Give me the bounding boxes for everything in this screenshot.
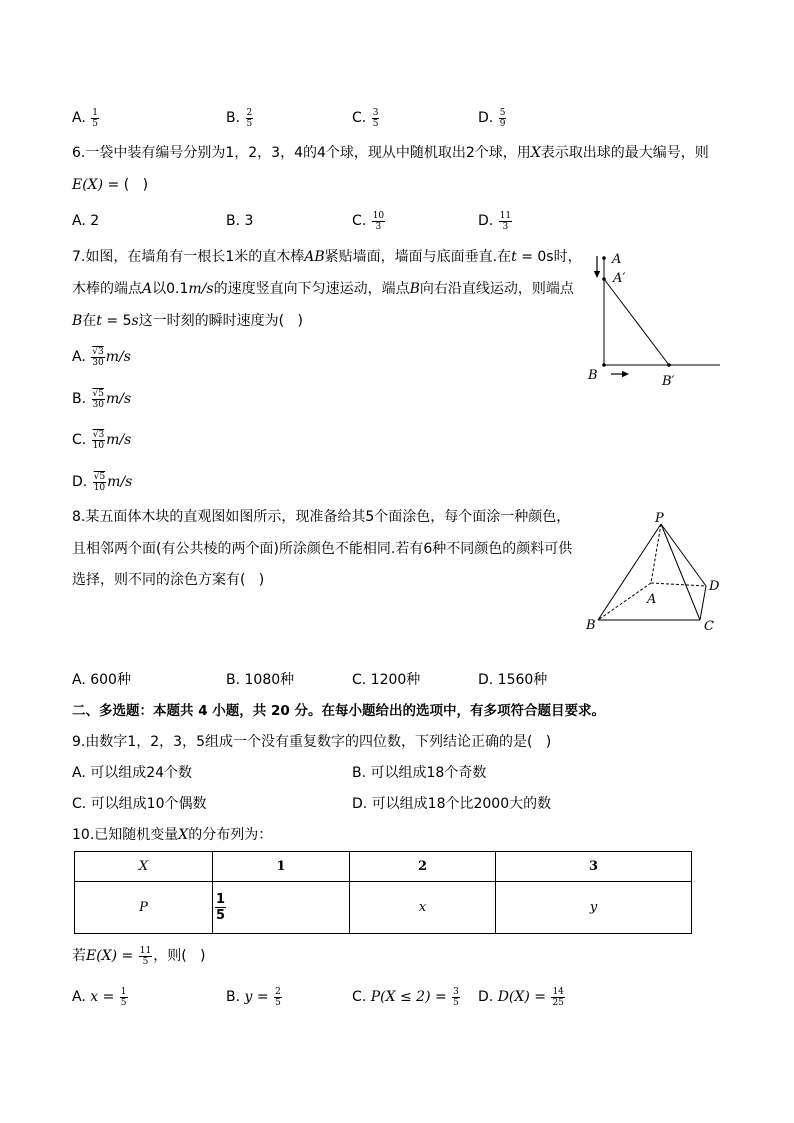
edge-cd [700,586,706,620]
rod-line [604,279,669,365]
q6-stem-line-1 [72,142,709,164]
math-expression: P [139,900,148,915]
text-run: 10.已知随机变量 [72,827,179,843]
fraction [92,430,105,451]
fraction-denominator: 30 [92,357,104,368]
right-arrow-head [622,371,629,377]
text-run: ( ) [123,177,149,193]
fraction-denominator: 10 [93,482,106,493]
math-expression: D(X) = [497,989,551,1005]
table-cell [75,882,213,934]
q10-stem [72,824,272,846]
distribution-table [74,851,692,934]
text-run: 8.某五面体木块的直观图如图所示，现准备给其5个面涂色，每个面涂一种颜色， [72,509,571,525]
fraction [120,987,128,1008]
q10-condition [72,945,205,967]
label-b-prime: B′ [662,374,675,389]
edge-ab-hidden [598,583,651,620]
fraction-numerator: 14 [552,986,564,997]
fraction-numerator: 2 [246,107,253,118]
math-expression: X [138,859,149,874]
text-run: B. [226,110,245,126]
text-run: C. 可以组成10个偶数 [72,796,207,812]
q7-stem-line-1 [72,246,582,268]
math-expression: A [142,281,153,297]
q10-option-c [352,986,461,1008]
fraction [91,108,99,129]
math-expression: P(X ≤ 2) = [370,989,452,1005]
label-a: A [647,592,657,607]
text-run: D. 1560种 [478,672,548,688]
text-run: B. [72,391,91,407]
math-expression: m/s [105,349,131,365]
text-run: A. [72,349,91,365]
text-run: 选择，则不同的涂色方案有( ) [72,572,265,588]
fraction [91,347,104,368]
math-expression: AB [304,249,325,265]
math-expression: m/s [188,281,214,297]
text-run: D. [72,474,92,490]
text-run: 9.由数字1，2，3，5组成一个没有重复数字的四位数，下列结论正确的是( ) [72,734,552,750]
q5-option-d [478,107,507,129]
q6-option-b [226,210,253,232]
q8-stem-line-3 [72,569,264,591]
q7-stem-line-2 [72,278,574,300]
text-run: C. [352,110,371,126]
point-a-prime [602,277,606,281]
fraction-numerator: 10 [372,210,385,221]
fraction [139,946,152,967]
edge-ad-hidden [651,583,706,586]
table-header-cell [496,852,692,882]
math-expression: y = [244,989,274,1005]
q9-option-c [72,793,207,815]
fraction-numerator: √ 3 [92,430,105,441]
label-b: B [586,618,596,633]
text-run: 的分布列为： [188,827,273,843]
text-run: 3 [588,859,599,874]
table-cell [350,882,496,934]
text-run: A. [72,989,91,1005]
label-a-prime: A′ [613,271,626,286]
math-expression: X [178,827,189,843]
math-expression: y [589,900,598,915]
q5-option-c [352,107,380,129]
math-expression: x = [90,989,119,1005]
table-header-cell [75,852,213,882]
math-expression: m/s [106,432,132,448]
fraction [215,892,226,923]
fraction-numerator: √ 5 [92,389,105,400]
fraction [372,108,380,129]
table-header-cell [350,852,496,882]
text-run: A. 可以组成24个数 [72,765,193,781]
q6-option-c [352,210,386,232]
q9-stem [72,731,551,753]
fraction-denominator: 5 [453,997,459,1008]
text-run: 二、多选题：本题共 4 小题，共 20 分。在每小题给出的选项中，有多项符合题目要求。 [72,703,605,719]
label-p: P [655,511,664,526]
edge-pa-hidden [651,524,661,583]
label-b: B [588,368,598,383]
fraction-numerator: 1 [216,892,226,907]
q8-option-a [72,669,131,691]
q7-wall-rod-figure [580,245,725,395]
text-run: 的速度竖直向下匀速运动，端点 [213,281,410,297]
table-header-row [75,852,692,882]
text-run: 紧贴墙面，墙面与底面垂直.在 [324,249,512,265]
q6-option-d [478,210,513,232]
q8-option-c [352,669,420,691]
fraction [92,389,105,410]
q10-option-d [478,986,566,1008]
math-expression: t [96,313,102,329]
fraction-denominator: 3 [375,221,382,232]
text-run: ，则( ) [153,948,206,964]
math-expression: B [72,313,83,329]
fraction [93,472,106,493]
text-run: D. 可以组成18个比2000大的数 [352,796,552,812]
math-expression: s [131,313,139,329]
section-heading [72,700,605,722]
fraction [452,987,460,1008]
text-run: A. 600种 [72,672,131,688]
fraction-denominator: 5 [142,956,149,967]
fraction [246,108,254,129]
fraction-numerator: 11 [499,210,512,221]
math-expression: m/s [107,474,133,490]
fraction-denominator: 5 [216,908,226,923]
text-run: B. 可以组成18个奇数 [352,765,487,781]
text-run: C. [72,432,91,448]
text-run: 7.如图，在墙角有一根长1米的直木棒 [72,249,305,265]
q5-option-a [72,107,100,129]
point-b-prime [667,363,671,367]
q9-option-b [352,762,486,784]
q7-option-d [72,471,132,493]
text-run: B. 1080种 [226,672,295,688]
q10-option-b [226,986,283,1008]
fraction-numerator: 1 [120,986,127,997]
text-run: = 5 [101,313,132,329]
fraction-numerator: 11 [139,945,152,956]
fraction [499,108,507,129]
text-run: 木棒的端点 [72,281,142,297]
math-expression: t [511,249,517,265]
math-expression: X [530,145,541,161]
text-run: D. [478,213,498,229]
fraction [499,211,512,232]
text-run: A. 2 [72,213,100,229]
math-expression: E(X) = [86,948,138,964]
text-run: 且相邻两个面(有公共棱的两个面)所涂颜色不能相同.若有6种不同颜色的颜料可供 [72,541,573,557]
text-run: C. [352,213,371,229]
text-run: 若 [72,948,86,964]
math-expression: m/s [106,391,132,407]
text-run: C. [352,989,371,1005]
point-a [602,256,606,260]
q8-stem-line-2 [72,538,572,560]
text-run: B. [226,989,245,1005]
fraction [372,211,385,232]
table-header-cell [213,852,350,882]
fraction-denominator: 3 [502,221,509,232]
text-run: 6.一袋中装有编号分别为1，2，3，4的4个球，现从中随机取出2个球，用 [72,145,531,161]
q7-stem-line-3 [72,310,303,332]
text-run: D. [478,989,498,1005]
q7-option-b [72,388,131,410]
fraction-denominator: 10 [92,440,105,451]
q8-stem-line-1 [72,506,570,528]
fraction-numerator: 3 [372,107,379,118]
fraction-numerator: 5 [499,107,506,118]
q8-option-d [478,669,547,691]
text-run: C. 1200种 [352,672,421,688]
label-d: D [709,579,720,594]
fraction [274,987,282,1008]
down-arrow-head [594,271,600,278]
point-b [602,363,606,367]
q5-option-b [226,107,254,129]
text-run: 在 [82,313,97,329]
text-run: A. [72,110,91,126]
q6-stem-line-2 [72,174,148,196]
table-row [75,882,692,934]
text-run: 向右沿直线运动，则端点 [419,281,574,297]
q7-option-c [72,429,131,451]
q8-pyramid-figure [580,505,720,635]
table-cell [496,882,692,934]
q9-option-a [72,762,192,784]
label-c: C [704,619,714,634]
table-cell [213,882,350,934]
text-run: 表示取出球的最大编号，则 [540,145,709,161]
fraction-denominator: 5 [120,997,127,1008]
text-run: = 0s时， [516,249,582,265]
fraction-denominator: 25 [552,997,564,1008]
q6-option-a [72,210,99,232]
fraction-denominator: 5 [372,118,379,129]
fraction-denominator: 30 [92,399,104,410]
edge-pd [661,524,706,586]
q10-option-a [72,986,129,1008]
text-run: 以0.1 [152,281,189,297]
q9-option-d [352,793,551,815]
text-run: 2 [417,859,428,874]
edge-pc [661,524,700,620]
fraction-numerator: √ 3 [91,347,104,358]
fraction-numerator: √ 5 [93,472,106,483]
text-run: 1 [276,859,286,874]
text-run: 这一时刻的瞬时速度为( ) [138,313,303,329]
math-expression: x [418,900,427,915]
text-run: D. [478,110,498,126]
text-run: B. 3 [226,213,254,229]
fraction-denominator: 5 [92,118,98,129]
fraction-numerator: 3 [453,986,459,997]
fraction-numerator: 1 [92,107,98,118]
fraction-denominator: 5 [246,118,253,129]
fraction-numerator: 2 [275,986,281,997]
fraction [551,987,564,1008]
math-expression: E(X) = [72,177,124,193]
fraction-denominator: 5 [275,997,281,1008]
q7-option-a [72,346,131,368]
math-expression: B [409,281,420,297]
fraction-denominator: 9 [499,118,506,129]
q8-option-b [226,669,294,691]
label-a: A [612,252,622,267]
